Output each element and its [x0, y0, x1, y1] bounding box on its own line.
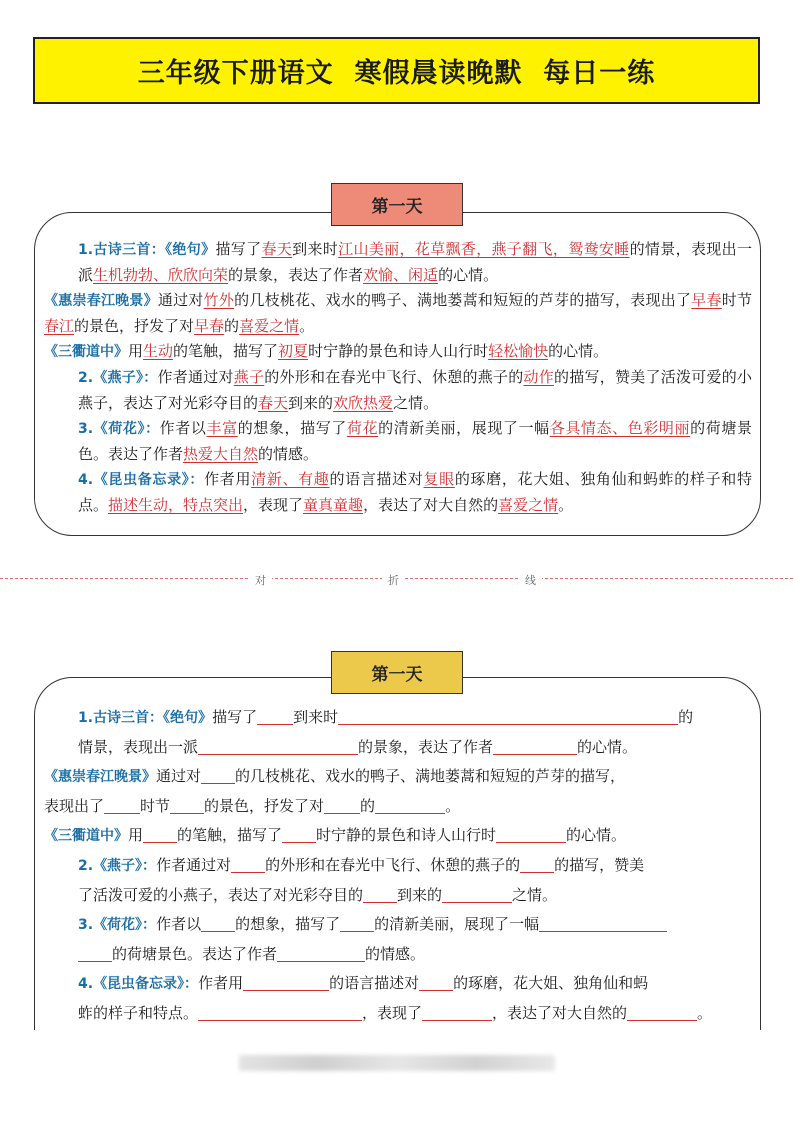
item-heading: 《三衢道中》 — [44, 344, 128, 360]
text: 到来的 — [397, 886, 443, 904]
text: 作者以 — [156, 915, 202, 933]
text: 的清新美丽，展现了一幅 — [378, 419, 550, 437]
fold-label: 线 — [519, 572, 542, 588]
text: 的心情。 — [566, 826, 627, 844]
answer: 春天 — [258, 394, 289, 412]
text: 通过对 — [157, 291, 204, 309]
item-number: 3. — [78, 421, 94, 437]
exercise-paragraph-6 — [44, 969, 752, 1028]
item-heading: 《昆虫备忘录》： — [93, 976, 199, 992]
answer: 热爱大自然 — [183, 445, 259, 463]
blank-field[interactable] — [257, 709, 293, 725]
answer: 喜爱之情 — [239, 317, 300, 335]
blank-field[interactable] — [143, 827, 177, 843]
blank-field[interactable] — [104, 798, 140, 814]
blank-field[interactable] — [419, 975, 453, 991]
exercise-paragraph-5 — [44, 910, 752, 969]
text: 的景色，抒发了对 — [74, 317, 195, 335]
answer: 丰富 — [206, 419, 238, 437]
blank-field[interactable] — [520, 857, 554, 873]
exercise-paragraph-2 — [44, 762, 752, 821]
text: 描写了 — [212, 708, 258, 726]
blank-field[interactable] — [338, 709, 678, 725]
answer: 江山美丽，花草飘香，燕子翻飞，鸳鸯安睡 — [338, 240, 630, 258]
text: 的景色，抒发了对 — [204, 797, 325, 815]
blank-field[interactable] — [198, 739, 358, 755]
blank-field[interactable] — [493, 739, 577, 755]
text: 的 — [360, 797, 376, 815]
text: 通过对 — [156, 767, 202, 785]
item-number: 2. — [78, 858, 94, 874]
exercise-paragraph-3 — [44, 821, 752, 851]
text: 蚱的样子和特点。 — [78, 1004, 199, 1022]
answer: 各具情态、色彩明丽 — [549, 419, 691, 437]
blank-field[interactable] — [442, 887, 512, 903]
item-heading: 古诗三首：《绝句》 — [93, 242, 216, 258]
blurred-watermark — [239, 1055, 555, 1071]
blank-field[interactable] — [422, 1005, 492, 1021]
text: 的笔触，描写了 — [173, 342, 279, 360]
answer: 生动 — [143, 342, 174, 360]
text: 描写了 — [215, 240, 262, 258]
text: 作者以 — [159, 419, 207, 437]
text: 的描写，赞美 — [554, 856, 645, 874]
item-heading: 《燕子》： — [93, 370, 158, 386]
answer: 荷花 — [346, 419, 379, 437]
answer: 春江 — [44, 317, 75, 335]
text: 之情。 — [512, 886, 558, 904]
item-heading: 《三衢道中》 — [44, 828, 128, 844]
item-heading: 《燕子》： — [93, 858, 157, 874]
blank-field[interactable] — [539, 916, 667, 932]
text: 时节 — [721, 291, 752, 309]
blank-field[interactable] — [496, 827, 566, 843]
blank-field[interactable] — [243, 975, 329, 991]
answer: 燕子 — [233, 368, 265, 386]
text: 作者用 — [204, 470, 252, 488]
answer: 动作 — [523, 368, 554, 386]
text: 的 — [224, 317, 240, 335]
blank-field[interactable] — [231, 857, 265, 873]
text: 时宁静的景色和诗人山行时 — [308, 342, 489, 360]
blank-field[interactable] — [627, 1005, 697, 1021]
item-number: 4. — [78, 472, 94, 488]
text: 到来时 — [292, 240, 339, 258]
text: 的几枝桃花、戏水的鸭子、满地蒌蒿和短短的芦芽的描写， — [235, 767, 626, 785]
text: 的情景，表现出一派 — [78, 240, 752, 284]
text: 的外形和在春光中飞行、休憩的燕子的 — [265, 856, 521, 874]
text: ，表达了对大自然的 — [492, 1004, 628, 1022]
text: 作者通过对 — [157, 368, 234, 386]
answer: 初夏 — [278, 342, 309, 360]
answer-paragraph-3 — [44, 339, 752, 365]
text: 的荷塘景色。表达了作者 — [78, 419, 752, 463]
blank-field[interactable] — [170, 798, 204, 814]
text: 作者用 — [198, 974, 244, 992]
text: 的琢磨，花大姐、独角仙和蚂 — [453, 974, 649, 992]
text: 的描写，赞美了活泼可爱的小燕子，表达了对光彩夺目的 — [78, 368, 752, 412]
day-label-exercise: 第一天 — [331, 651, 463, 694]
page-title: 三年级下册语文 寒假晨读晚默 每日一练 — [33, 37, 760, 104]
text: 的心情。 — [577, 738, 638, 756]
item-heading: 《惠崇春江晚景》 — [44, 293, 158, 309]
answer: 喜爱之情 — [498, 496, 559, 514]
answer-paragraph-4 — [44, 365, 752, 416]
blank-field[interactable] — [277, 946, 365, 962]
item-heading: 《昆虫备忘录》： — [93, 472, 205, 488]
text: ，表达了对大自然的 — [363, 496, 499, 514]
text: 的 — [678, 708, 694, 726]
item-number: 2. — [78, 370, 94, 386]
fold-label: 对 — [249, 572, 272, 588]
fold-label: 折 — [382, 572, 405, 588]
text: 的琢磨，花大姐、独角仙和蚂蚱的样子和特点。 — [78, 470, 752, 514]
text: 。 — [697, 1004, 713, 1022]
answer: 早春 — [194, 317, 225, 335]
text: 表现出了 — [44, 797, 105, 815]
text: 的景象，表达了作者 — [228, 266, 364, 284]
item-heading: 《荷花》： — [93, 421, 160, 437]
day-label-answers: 第一天 — [331, 183, 463, 226]
item-number: 3. — [78, 917, 94, 933]
text: 时宁静的景色和诗人山行时 — [316, 826, 497, 844]
text: 的想象，描写了 — [237, 419, 347, 437]
text: 的心情。 — [438, 266, 499, 284]
text: 的情感。 — [258, 445, 319, 463]
text: 用 — [128, 826, 144, 844]
answer: 描述生动，特点突出 — [108, 496, 244, 514]
answer-paragraph-6 — [44, 467, 752, 518]
text: 的情感。 — [365, 945, 426, 963]
text: 情景，表现出一派 — [78, 738, 199, 756]
item-heading: 古诗三首：《绝句》 — [93, 710, 213, 726]
text: 。 — [299, 317, 315, 335]
answer: 竹外 — [203, 291, 235, 309]
text: 的几枝桃花、戏水的鸭子、满地蒌蒿和短短的芦芽的描写，表现出了 — [234, 291, 692, 309]
item-heading: 《荷花》： — [93, 917, 157, 933]
blank-field[interactable] — [363, 887, 397, 903]
text: 。 — [558, 496, 574, 514]
exercise-paragraph-4 — [44, 851, 752, 910]
answer: 欢欣热爱 — [333, 394, 394, 412]
text: 的荷塘景色。表达了作者 — [112, 945, 278, 963]
text: ，表现了 — [243, 496, 304, 514]
text: 作者通过对 — [156, 856, 232, 874]
item-number: 1. — [78, 242, 94, 258]
text: 时节 — [140, 797, 171, 815]
text: 了活泼可爱的小燕子，表达了对光彩夺目的 — [78, 886, 364, 904]
answer: 轻松愉快 — [488, 342, 549, 360]
text: 之情。 — [393, 394, 439, 412]
text: 的想象，描写了 — [235, 915, 341, 933]
text: 的语言描述对 — [329, 470, 424, 488]
text: 的景象，表达了作者 — [358, 738, 494, 756]
answer: 早春 — [691, 291, 722, 309]
text: 的外形和在春光中飞行、休憩的燕子的 — [264, 368, 524, 386]
answer-paragraph-1 — [44, 237, 752, 288]
item-number: 4. — [78, 976, 94, 992]
text: 到来的 — [288, 394, 334, 412]
blank-field[interactable] — [340, 916, 374, 932]
text: ，表现了 — [362, 1004, 423, 1022]
answer-content — [44, 237, 752, 518]
text: 的清新美丽，展现了一幅 — [374, 915, 540, 933]
blank-field[interactable] — [198, 1005, 362, 1021]
blank-field[interactable] — [201, 768, 235, 784]
blank-field[interactable] — [78, 946, 112, 962]
exercise-content — [44, 703, 752, 1028]
text: 的语言描述对 — [329, 974, 420, 992]
answer: 清新、有趣 — [251, 470, 330, 488]
answer: 欢愉、闲适 — [363, 266, 439, 284]
text: 。 — [445, 797, 461, 815]
answer: 复眼 — [423, 470, 455, 488]
text: 用 — [128, 342, 144, 360]
answer: 童真童趣 — [303, 496, 364, 514]
answer-paragraph-2 — [44, 288, 752, 339]
answer-paragraph-5 — [44, 416, 752, 467]
blank-field[interactable] — [375, 798, 445, 814]
answer: 春天 — [261, 240, 293, 258]
item-number: 1. — [78, 710, 94, 726]
answer: 生机勃勃、欣欣向荣 — [93, 266, 229, 284]
blank-field[interactable] — [282, 827, 316, 843]
blank-field[interactable] — [201, 916, 235, 932]
item-heading: 《惠崇春江晚景》 — [44, 769, 156, 785]
exercise-paragraph-1 — [44, 703, 752, 762]
text: 到来时 — [293, 708, 339, 726]
text: 的心情。 — [548, 342, 609, 360]
text: 的笔触，描写了 — [177, 826, 283, 844]
blank-field[interactable] — [324, 798, 360, 814]
